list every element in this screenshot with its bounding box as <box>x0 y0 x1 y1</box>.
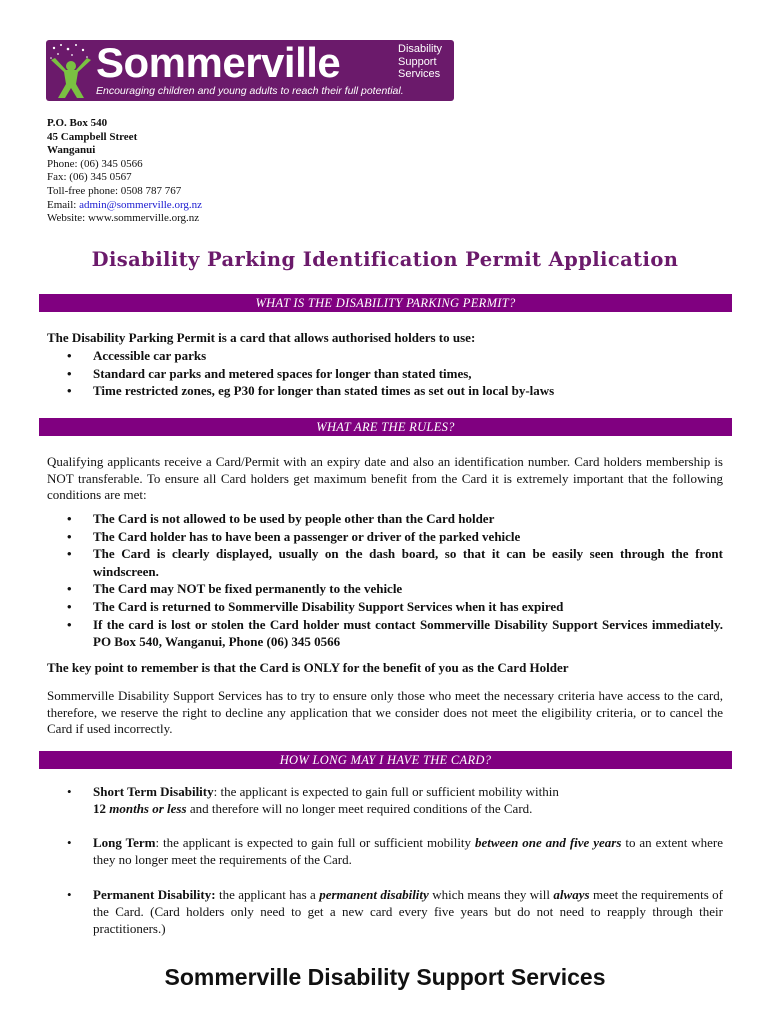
list-item: • The Card may NOT be fixed permanently to the vehicle <box>67 581 403 597</box>
list-item: • The Card holder has to have been a passenger or driver of the parked vehicle <box>67 528 521 544</box>
list-item: • The Card is clearly displayed, usually on the dash board, so that it can be easily seen through the front windscreen. <box>67 546 723 579</box>
section-heading-rules: WHAT ARE THE RULES? <box>39 418 732 436</box>
short-term-item: • Short Term Disability: the applicant is expected to gain full or sufficient mobility within 12 months or less and therefore will no longer meet required conditions of the Card. <box>67 784 559 816</box>
email-label: Email: <box>47 198 80 211</box>
long-term-item: • Long Term: the applicant is expected to gain full or sufficient mobility between one and five years to an extent where they no longer meet the requirements of the Card. <box>67 835 724 867</box>
logo-tagline: Encouraging children and young adults to reach their full potential. <box>96 85 404 97</box>
po-box: P.O. Box 540 <box>47 117 108 129</box>
tollfree-phone: Toll-free phone: 0508 787 767 <box>47 184 182 197</box>
city: Wanganui <box>47 144 96 157</box>
website: Website: www.sommerville.org.nz <box>47 212 200 225</box>
street: 45 Campbell Street <box>47 130 138 143</box>
logo-subtitle <box>398 43 454 81</box>
short-term-label: Short Term Disability <box>93 784 214 799</box>
list-item: • If the card is lost or stolen the Card holder must contact Sommerville Disability Support Services immediately. PO Box 540, Wanganui, Phone (06) 345 0566 <box>67 616 723 650</box>
logo-subtitle-line: Support <box>398 55 437 68</box>
list-item: • Time restricted zones, eg P30 for longer than stated times as set out in local by-laws <box>67 383 555 399</box>
rules-intro: Qualifying applicants receive a Card/Permit with an expiry date and also an identification number. Card holders membership is NOT transferable. To ensure all Card holders get maximum benefit from the Card it is extremely important that the following conditions are met: <box>47 454 723 502</box>
logo-subtitle-line: Services <box>398 68 441 80</box>
page-title: Disability Parking Identification Permit Application <box>91 248 679 271</box>
email-row <box>47 199 202 213</box>
fax: Fax: (06) 345 0567 <box>47 171 132 184</box>
sommerville-logo <box>46 40 454 101</box>
long-term-label: Long Term <box>93 835 156 850</box>
list-item: • Accessible car parks <box>67 348 207 363</box>
logo-subtitle-line: Disability <box>398 43 443 55</box>
permanent-label: Permanent Disability: <box>93 887 216 902</box>
permit-intro: The Disability Parking Permit is a card that allows authorised holders to use: <box>47 330 476 345</box>
list-item: • The Card is returned to Sommerville Disability Support Services when it has expired <box>67 598 564 614</box>
email-link[interactable]: admin@sommerville.org.nz <box>79 198 203 211</box>
rules-closing: Sommerville Disability Support Services has to try to ensure only those who meet the necessary criteria have access to the card, therefore, we reserve the right to decline any application that we consider does not meet the eligibility criteria, or to cancel the Card if used incorrectly. <box>47 688 723 736</box>
key-point: The key point to remember is that the Card is ONLY for the benefit of you as the Card Holder <box>47 660 569 675</box>
permanent-item: • Permanent Disability: the applicant has a permanent disability which means they will always meet the requirements of the Card. (Card holders only need to get a new card every five years but do not need to reapply through their practitioners.) <box>67 887 724 936</box>
list-item: • The Card is not allowed to be used by people other than the Card holder <box>67 511 495 526</box>
contact-address <box>47 117 202 226</box>
logo-name: Sommerville <box>96 40 341 86</box>
permit-uses-list <box>47 347 723 400</box>
rules-list <box>47 510 723 651</box>
person-with-stars-icon <box>46 40 94 101</box>
footer-org-name: Sommerville Disability Support Services <box>164 964 606 990</box>
list-item: • Standard car parks and metered spaces for longer than stated times, <box>67 365 472 381</box>
section-heading-duration: HOW LONG MAY I HAVE THE CARD? <box>39 751 732 769</box>
section-heading-permit: WHAT IS THE DISABILITY PARKING PERMIT? <box>39 294 732 312</box>
phone: Phone: (06) 345 0566 <box>47 157 143 170</box>
